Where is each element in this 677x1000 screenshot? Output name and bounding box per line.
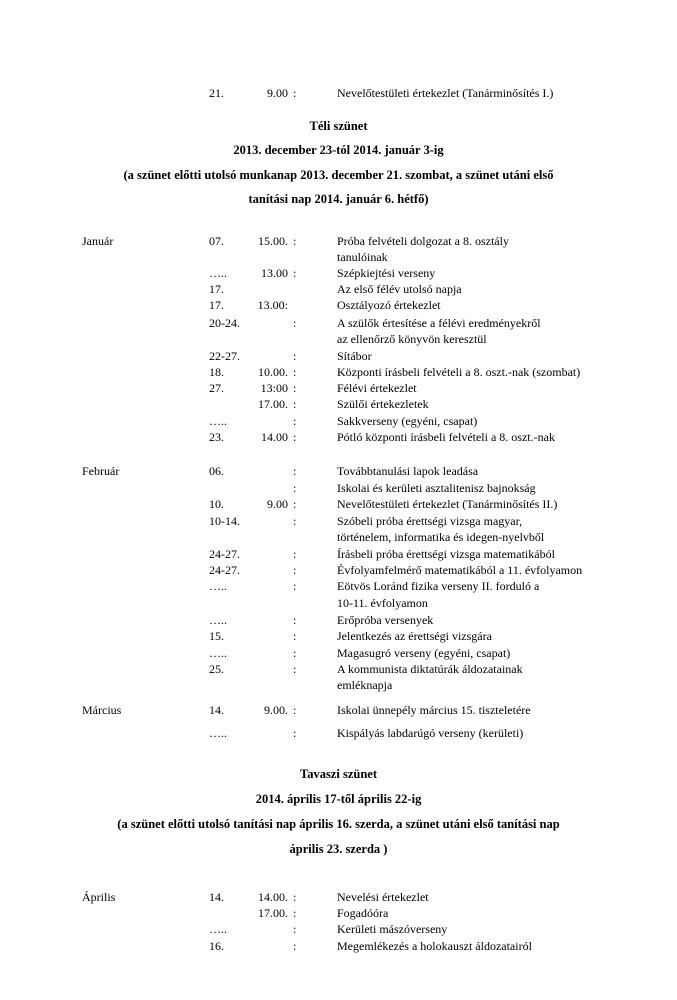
day-cell: ….. [209,922,227,936]
winter-break-note-line2: tanítási nap 2014. január 6. hétfő) [248,192,429,206]
colon-cell: : [293,726,297,740]
time-cell: 17.00. [258,397,288,411]
event-cell: Pótló központi írásbeli felvételi a 8. oszt.-nak [337,430,555,444]
event-cell: Évfolyamfelmérő matematikából a 11. évfolyamon [337,563,583,577]
colon-cell: : [293,266,297,280]
day-cell: 10-14. [209,514,240,528]
event-cell: Kispályás labdarúgó verseny (kerületi) [337,726,524,740]
colon-cell: : [293,86,297,100]
spring-break-title: Tavaszi szünet [300,767,377,781]
event-cell: Kerületi mászóverseny [337,922,448,936]
winter-break-note-line1: (a szünet előtti utolsó munkanap 2013. december 21. szombat, a szünet utáni első [123,168,554,182]
event-cell: Szépkiejtési verseny [337,266,436,280]
event-cell: Erőpróba versenyek [337,613,434,627]
time-cell: 9.00 [267,86,288,100]
event-cell: Próba felvételi dolgozat a 8. osztály [337,234,509,248]
colon-cell: : [293,514,297,528]
event-cell: Továbbtanulási lapok leadása [337,464,479,478]
event-cell: Eötvös Loránd fizika verseny II. forduló a [337,579,540,593]
time-cell: 13.00 [261,266,288,280]
time-cell: 17.00. [258,906,288,920]
colon-cell: : [293,703,297,717]
day-cell: 21. [209,86,224,100]
day-cell: ….. [209,613,227,627]
colon-cell: : [293,563,297,577]
spring-break-note-line1: (a szünet előtti utolsó tanítási nap április 16. szerda, a szünet utáni első tanítási nap [117,817,560,831]
winter-break-title: Téli szünet [309,119,368,133]
colon-cell: : [293,316,297,330]
spring-break-dates: 2014. április 17-től április 22-ig [255,792,422,806]
event-cell: az ellenőrző könyvön keresztül [337,332,487,346]
time-cell: 15.00. [258,234,288,248]
event-cell: tanulóinak [337,250,388,264]
day-cell: 07. [209,234,224,248]
day-cell: 14. [209,890,224,904]
colon-cell: : [293,365,297,379]
colon-cell: : [293,381,297,395]
time-cell: 10.00. [258,365,288,379]
event-cell: történelem, informatika és idegen-nyelvből [337,530,545,544]
day-cell: 24-27. [209,547,240,561]
day-cell: 15. [209,629,224,643]
month-label-march: Március [82,703,122,717]
day-cell: 17. [209,282,224,296]
day-cell: ….. [209,726,227,740]
colon-cell: : [293,547,297,561]
colon-cell: : [293,497,297,511]
month-label-april: Április [82,890,116,904]
month-label-january: Január [82,234,114,248]
event-cell: Félévi értekezlet [337,381,417,395]
colon-cell: : [293,662,297,676]
colon-cell: : [293,629,297,643]
event-cell: 10-11. évfolyamon [337,596,428,610]
day-cell: ….. [209,266,227,280]
day-cell: 14. [209,703,224,717]
day-cell: 24-27. [209,563,240,577]
colon-cell: : [293,464,297,478]
colon-cell: : [293,481,297,495]
colon-cell: : [293,397,297,411]
event-cell: Írásbeli próba érettségi vizsga matematikából [337,547,555,561]
day-cell: 18. [209,365,224,379]
day-cell: 16. [209,939,224,953]
event-cell: Nevelési értekezlet [337,890,429,904]
event-cell: Sítábor [337,349,372,363]
event-cell: Megemlékezés a holokauszt áldozatairól [337,939,532,953]
day-cell: ….. [209,414,227,428]
time-cell: 9.00. [264,703,288,717]
event-cell: emléknapja [337,678,393,692]
colon-cell: : [293,646,297,660]
winter-break-dates: 2013. december 23-tól 2014. január 3-ig [233,143,444,157]
event-cell: Fogadóóra [337,906,389,920]
colon-cell: : [293,613,297,627]
colon-cell: : [293,430,297,444]
event-cell: Nevelőtestületi értekezlet (Tanárminősítés I.) [337,86,554,100]
day-cell: 06. [209,464,224,478]
event-cell: Központi írásbeli felvételi a 8. oszt.-nak (szombat) [337,365,581,379]
event-cell: Nevelőtestületi értekezlet (Tanárminősítés II.) [337,497,558,511]
colon-cell: : [293,906,297,920]
event-cell: Az első félév utolsó napja [337,282,462,296]
day-cell: 27. [209,381,224,395]
event-cell: Iskolai és kerületi asztalitenisz bajnokság [337,481,536,495]
event-cell: Jelentkezés az érettségi vizsgára [337,629,492,643]
colon-cell: : [293,579,297,593]
time-cell: 14.00. [258,890,288,904]
time-cell: 13:00 [260,381,288,395]
event-cell: A kommunista diktatúrák áldozatainak [337,662,523,676]
spring-break-note-line2: április 23. szerda ) [289,842,388,856]
day-cell: 10. [209,497,224,511]
colon-cell: : [293,349,297,363]
event-cell: Szülői értekezletek [337,397,429,411]
colon-cell: : [293,414,297,428]
event-cell: Sakkverseny (egyéni, csapat) [337,414,478,428]
day-cell: ….. [209,579,227,593]
colon-cell: : [293,922,297,936]
day-cell: 22-27. [209,349,240,363]
colon-cell: : [293,234,297,248]
colon-cell: : [293,890,297,904]
time-cell: 14.00 [261,430,288,444]
colon-cell: : [293,939,297,953]
event-cell: A szülők értesítése a félévi eredményekről [337,316,541,330]
day-cell: 23. [209,430,224,444]
day-cell: 17. [209,298,224,312]
day-cell: 25. [209,662,224,676]
event-cell: Osztályozó értekezlet [337,298,441,312]
month-label-february: Február [82,464,120,478]
day-cell: ….. [209,646,227,660]
event-cell: Magasugró verseny (egyéni, csapat) [337,646,511,660]
event-cell: Szóbeli próba érettségi vizsga magyar, [337,514,523,528]
time-cell: 13.00: [257,298,288,312]
event-cell: Iskolai ünnepély március 15. tiszteletére [337,703,531,717]
time-cell: 9.00 [267,497,288,511]
day-cell: 20-24. [209,316,240,330]
